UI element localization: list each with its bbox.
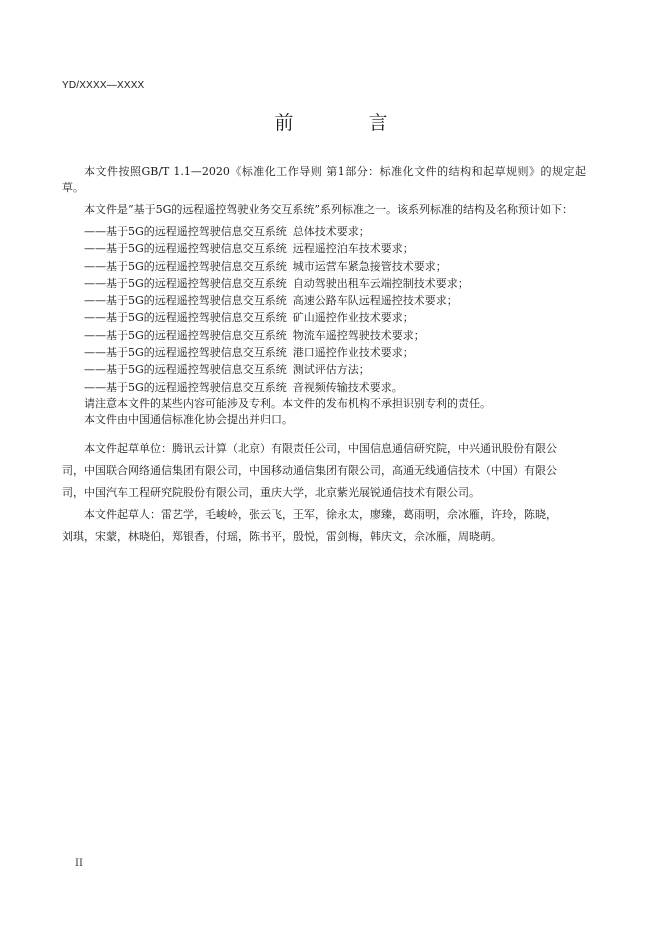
list-item-part: 高速公路车队远程遥控技术要求； [292, 294, 458, 308]
list-item [62, 258, 586, 275]
list-item-prefix: ——基于5G的远程遥控驾驶信息交互系统 [84, 276, 287, 290]
list-item-prefix: ——基于5G的远程遥控驾驶信息交互系统 [84, 242, 287, 256]
document-code: YD/XXXX—XXXX [62, 80, 145, 91]
series-intro-paragraph: 本文件是“基于5G的远程遥控驾驶业务交互系统”系列标准之一。该系列标准的结构及名称预计如下： [84, 203, 574, 216]
drafters-line: 本文件起草人：雷艺学，毛峻岭，张云飞，王军，徐永太，廖臻，葛雨明，佘冰雁，许玲，陈晓， [84, 507, 557, 521]
list-item [62, 344, 586, 361]
list-item-prefix: ——基于5G的远程遥控驾驶信息交互系统 [84, 259, 287, 273]
list-item-part: 港口遥控作业技术要求； [292, 346, 414, 360]
list-item [62, 292, 586, 309]
list-item [62, 309, 586, 326]
list-item-part: 远程遥控泊车技术要求； [292, 242, 414, 256]
drafting-units-line: 司，中国联合网络通信集团有限公司，中国移动通信集团有限公司，高通无线通信技术（中国）有限公 [62, 463, 557, 477]
document-body [62, 164, 586, 548]
list-item-prefix: ——基于5G的远程遥控驾驶信息交互系统 [84, 346, 287, 360]
list-item-prefix: ——基于5G的远程遥控驾驶信息交互系统 [84, 311, 287, 325]
drafting-units-section [62, 438, 586, 504]
page-title: 前 言 [274, 112, 416, 134]
list-item-part: 音视频传输技术要求。 [292, 380, 403, 394]
list-item-part: 矿山遥控作业技术要求； [292, 311, 414, 325]
standard-basis-paragraph: 本文件按照GB/T 1.1—2020《标准化工作导则 第1部分：标准化文件的结构和起草规则》的规定起草。 [62, 165, 586, 194]
list-item-part: 自动驾驶出租车云端控制技术要求； [292, 276, 469, 290]
list-item-part: 物流车遥控驾驶技术要求； [292, 328, 425, 342]
list-item [62, 379, 586, 396]
list-item-prefix: ——基于5G的远程遥控驾驶信息交互系统 [84, 380, 287, 394]
list-item-part: 城市运营车紧急接管技术要求； [292, 259, 447, 273]
drafting-units-line: 司，中国汽车工程研究院股份有限公司，重庆大学，北京紫光展锐通信技术有限公司。 [62, 485, 480, 499]
list-item [62, 327, 586, 344]
drafters-line: 刘琪，宋蒙，林晓伯，郑银香，付瑶，陈书平，殷悦，雷剑梅，韩庆文，佘冰雁，周晓萌。 [62, 529, 502, 543]
list-item-prefix: ——基于5G的远程遥控驾驶信息交互系统 [84, 328, 287, 342]
drafters-section [62, 504, 586, 548]
list-item [62, 361, 586, 378]
page-number: II [75, 858, 83, 869]
list-item [62, 240, 586, 257]
list-item-prefix: ——基于5G的远程遥控驾驶信息交互系统 [84, 363, 287, 377]
list-item-prefix: ——基于5G的远程遥控驾驶信息交互系统 [84, 294, 287, 308]
list-item [62, 275, 586, 292]
list-item-part: 总体技术要求； [292, 225, 370, 238]
list-item [62, 223, 586, 240]
list-item-prefix: ——基于5G的远程遥控驾驶信息交互系统 [84, 225, 287, 238]
list-item-part: 测试评估方法； [292, 363, 370, 377]
patent-notice: 请注意本文件的某些内容可能涉及专利。本文件的发布机构不承担识别专利的责任。 [84, 396, 491, 410]
series-standards-list [62, 223, 586, 396]
proposer-notice: 本文件由中国通信标准化协会提出并归口。 [84, 413, 293, 427]
drafting-units-line: 本文件起草单位：腾讯云计算（北京）有限责任公司，中国信息通信研究院，中兴通讯股份有限公 [84, 441, 557, 455]
